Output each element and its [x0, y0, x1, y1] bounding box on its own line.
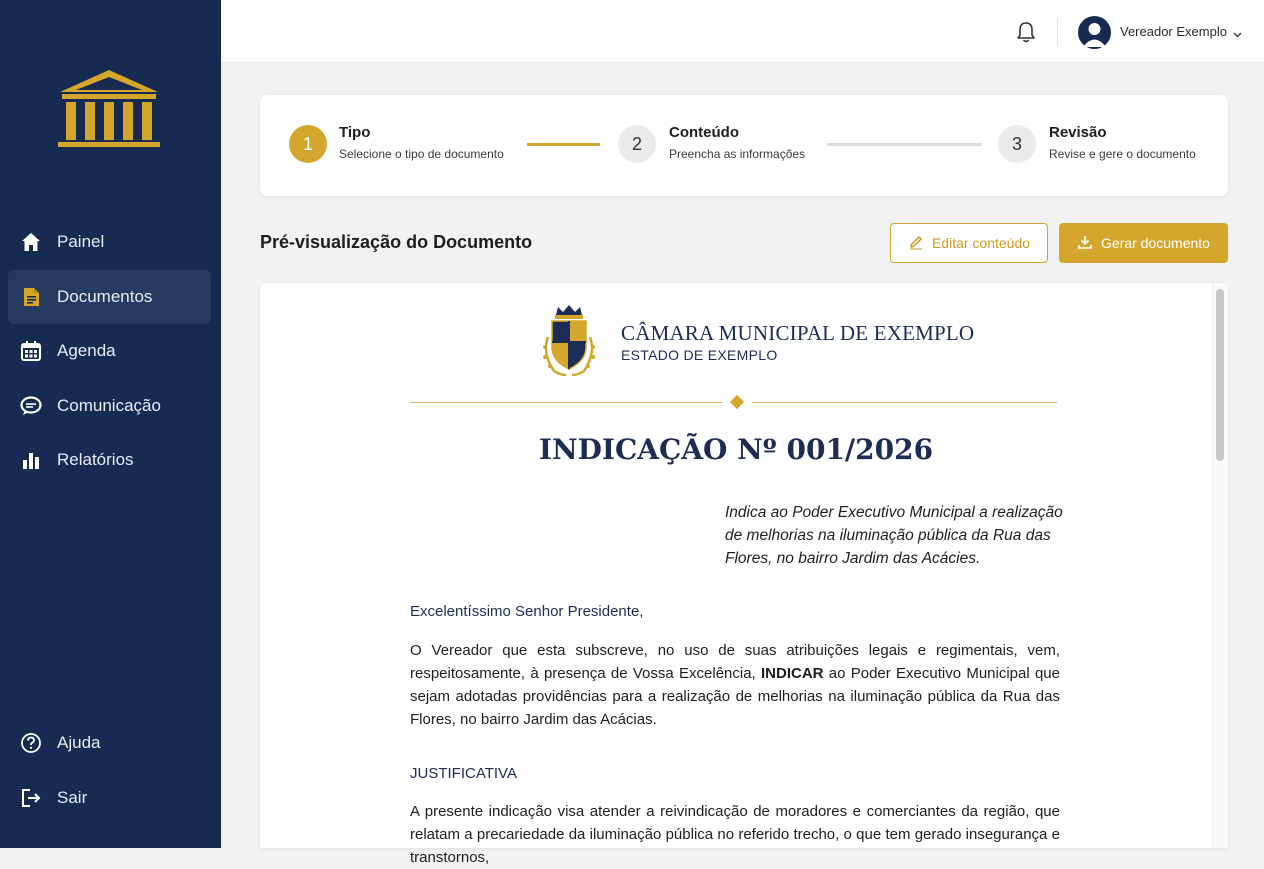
- document-vocative: Excelentíssimo Senhor Presidente,: [410, 603, 644, 620]
- ornament-rule-right: [752, 402, 1057, 403]
- step-2-circle[interactable]: 2: [618, 125, 656, 163]
- document-title: INDICAÇÃO Nº 001/2026: [538, 433, 934, 466]
- institution-state: ESTADO DE EXEMPLO: [621, 347, 778, 363]
- generate-document-button[interactable]: [1059, 223, 1228, 263]
- paragraph-text: O Vereador que esta subscreve, no uso de suas atribuições legais e regimentais, vem, respeitosamente, à presença de Vossa Excelência,: [410, 642, 1060, 682]
- calendar-icon: [20, 340, 42, 362]
- document-paragraph-1: [410, 639, 1060, 731]
- step-1-circle[interactable]: 1: [289, 125, 327, 163]
- stepper-card: [260, 95, 1228, 196]
- sidebar-item-ajuda[interactable]: [8, 716, 211, 770]
- sidebar-nav: [8, 215, 211, 488]
- top-bar: [221, 0, 1264, 63]
- avatar[interactable]: [1078, 16, 1111, 49]
- chevron-down-icon[interactable]: [1232, 27, 1243, 38]
- step-2-subtitle: Preencha as informações: [669, 147, 806, 161]
- institution-logo-icon[interactable]: [52, 68, 166, 152]
- sidebar-item-sair[interactable]: [8, 771, 211, 825]
- scrollbar[interactable]: [1212, 283, 1228, 848]
- bar-chart-icon: [20, 449, 42, 471]
- paragraph-text: ao Poder Executivo Municipal que sejam adotadas providências para a realização de melhorias na iluminação pública da Rua das Flores, no bairro Jardim das Acácias.: [410, 665, 1060, 728]
- scrollbar-thumb[interactable]: [1216, 289, 1224, 461]
- document-ementa: Indica ao Poder Executivo Municipal a realização de melhorias na iluminação pública da Rua das Flores, no bairro Jardim das Acácies.: [725, 504, 1063, 567]
- edit-content-button[interactable]: [890, 223, 1048, 263]
- logout-icon: [20, 787, 42, 809]
- user-name[interactable]: Vereador Exemplo: [1120, 24, 1227, 39]
- document-preview[interactable]: [260, 283, 1228, 866]
- institution-name: CÂMARA MUNICIPAL DE EXEMPLO: [621, 321, 975, 345]
- notification-bell-icon[interactable]: [1014, 20, 1038, 44]
- sidebar-item-label: Agenda: [57, 341, 116, 360]
- home-icon: [20, 231, 42, 253]
- diamond-ornament-icon: [730, 395, 744, 409]
- sidebar-item-label: Ajuda: [57, 733, 101, 752]
- divider: [1057, 18, 1058, 46]
- sidebar-item-label: Relatórios: [57, 450, 134, 469]
- sidebar-item-painel[interactable]: [8, 215, 211, 269]
- sidebar-item-label: Documentos: [57, 286, 153, 306]
- step-3-title: Revisão: [1049, 124, 1107, 141]
- document-icon: [20, 286, 42, 308]
- sidebar-item-comunicacao[interactable]: [8, 379, 211, 433]
- sidebar-item-label: Comunicação: [57, 395, 161, 415]
- download-icon: [1077, 234, 1093, 253]
- step-2-title: Conteúdo: [669, 124, 739, 141]
- sidebar-item-relatorios[interactable]: [8, 433, 211, 487]
- edit-content-label: Editar conteúdo: [931, 235, 1031, 251]
- step-connector-1: [527, 143, 600, 146]
- section-title: JUSTIFICATIVA: [410, 765, 517, 782]
- help-icon: [20, 732, 42, 754]
- paragraph-bold-text: INDICAR: [761, 665, 824, 682]
- ornament-rule-left: [410, 402, 723, 403]
- sidebar-item-label: Painel: [57, 232, 105, 251]
- step-1-subtitle: Selecione o tipo de documento: [339, 147, 504, 161]
- sidebar-item-label: Sair: [57, 787, 88, 807]
- sidebar-item-agenda[interactable]: [8, 324, 211, 378]
- chat-icon: [20, 395, 42, 417]
- document-paragraph-2: A presente indicação visa atender a reivindicação de moradores e comerciantes da região, que relatam a precariedade da iluminação pública no referido trecho, o que tem gerado insegurança e transtornos,: [410, 803, 1060, 866]
- sidebar-bottom-nav: [8, 716, 211, 825]
- generate-document-label: Gerar documento: [1101, 235, 1210, 251]
- step-3-circle[interactable]: 3: [998, 125, 1036, 163]
- step-connector-2: [827, 143, 982, 146]
- sidebar-item-documentos[interactable]: [8, 270, 211, 324]
- pencil-icon: [908, 234, 924, 253]
- coat-of-arms-icon: [536, 303, 602, 381]
- step-3-subtitle: Revise e gere o documento: [1049, 147, 1196, 161]
- sidebar: [0, 0, 221, 848]
- step-1-title: Tipo: [339, 124, 371, 141]
- preview-title: Pré-visualização do Documento: [260, 232, 533, 252]
